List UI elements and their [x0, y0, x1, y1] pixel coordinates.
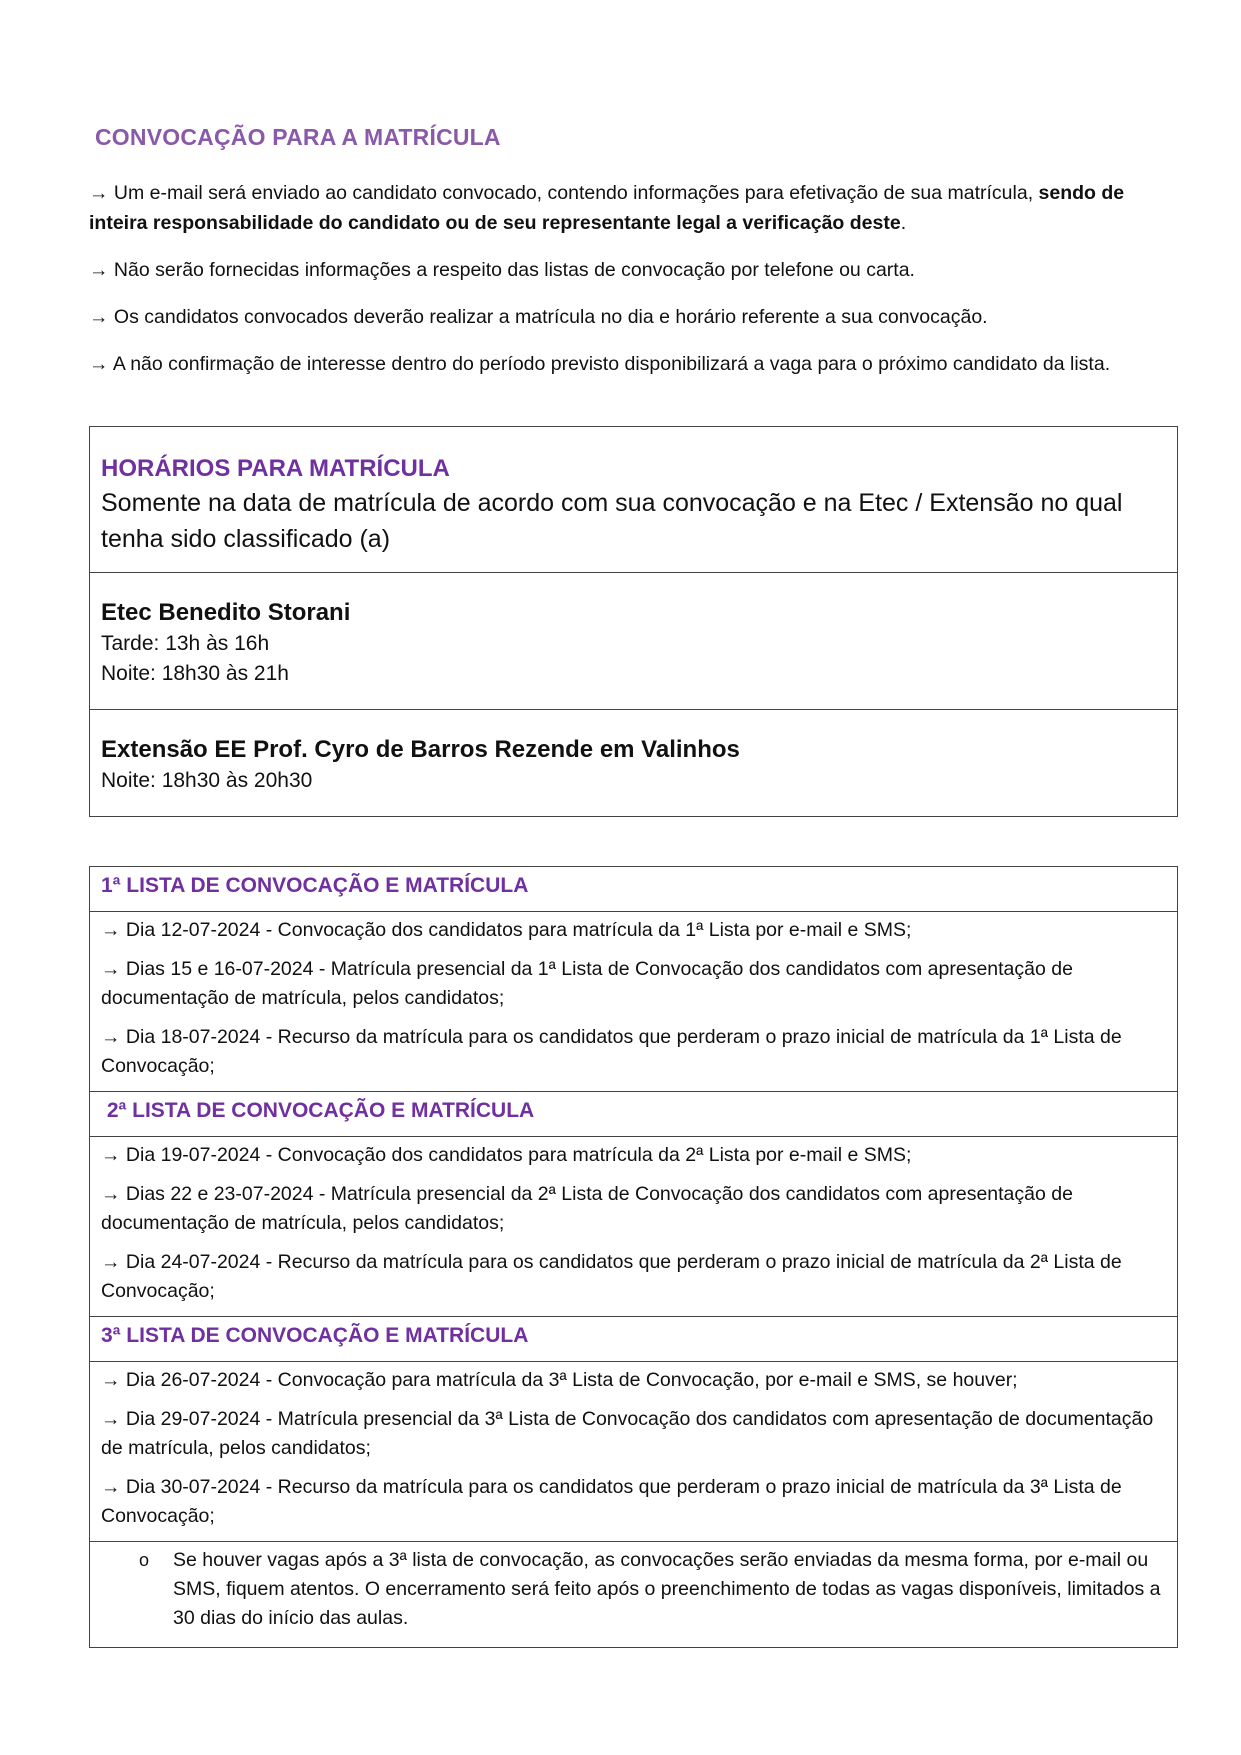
school-name-1: Etec Benedito Storani	[101, 599, 351, 626]
list-2-item-1: → Dia 19-07-2024 - Convocação dos candidatos para matrícula da 2ª Lista por e-mail e SMS;	[101, 1144, 912, 1166]
hours-header-cell	[90, 427, 1178, 573]
closing-note-text: Se houver vagas após a 3ª lista de convocação, as convocações serão enviadas da mesma forma, por e-mail ou SMS, fiquem atentos. O encerramento será feito após o preenchimento de todas as vagas disponíveis, limitados a 30 dias do início das aulas.	[173, 1549, 1161, 1629]
school-1-line-2: Noite: 18h30 às 21h	[101, 662, 289, 685]
list-3-body	[90, 1362, 1178, 1542]
list-2-body	[90, 1137, 1178, 1317]
list-1-item-2: → Dias 15 e 16-07-2024 - Matrícula presencial da 1ª Lista de Convocação dos candidatos com apresentação de documentação de matrícula, pelos candidatos;	[101, 958, 1073, 1009]
list-1-item-1: → Dia 12-07-2024 - Convocação dos candidatos para matrícula da 1ª Lista por e-mail e SMS;	[101, 919, 912, 941]
hours-table	[89, 426, 1178, 817]
intro-p1-end: .	[900, 212, 907, 234]
intro-paragraph-3: → Os candidatos convocados deverão realizar a matrícula no dia e horário referente a sua convocação.	[89, 306, 988, 328]
school-cell-1	[90, 573, 1178, 710]
list-3-item-2: → Dia 29-07-2024 - Matrícula presencial da 3ª Lista de Convocação dos candidatos com apresentação de documentação de matrícula, pelos candidatos;	[101, 1408, 1154, 1459]
intro-paragraph-1	[89, 178, 1179, 238]
intro-section	[89, 178, 1179, 396]
list-2-item-2: → Dias 22 e 23-07-2024 - Matrícula presencial da 2ª Lista de Convocação dos candidatos com apresentação de documentação de matrícula, pelos candidatos;	[101, 1183, 1073, 1234]
list-3-title: 3ª LISTA DE CONVOCAÇÃO E MATRÍCULA	[90, 1317, 1178, 1362]
lists-table	[89, 866, 1178, 1648]
school-cell-2	[90, 710, 1178, 817]
list-1-body	[90, 912, 1178, 1092]
intro-p1-bold: sendo de inteira responsabilidade do candidato ou de seu representante legal a verificação deste	[89, 182, 1125, 234]
intro-p1-text: → Um e-mail será enviado ao candidato convocado, contendo informações para efetivação de sua matrícula,	[89, 182, 1039, 204]
school-name-2: Extensão EE Prof. Cyro de Barros Rezende em Valinhos	[101, 736, 740, 763]
page-title: CONVOCAÇÃO PARA A MATRÍCULA	[95, 124, 501, 150]
list-1-title: 1ª LISTA DE CONVOCAÇÃO E MATRÍCULA	[90, 867, 1178, 912]
school-1-line-1: Tarde: 13h às 16h	[101, 632, 270, 655]
school-2-line-1: Noite: 18h30 às 20h30	[101, 769, 313, 792]
list-2-item-3: → Dia 24-07-2024 - Recurso da matrícula para os candidatos que perderam o prazo inicial de matrícula da 2ª Lista de Convocação;	[101, 1251, 1122, 1302]
closing-note	[101, 1546, 1166, 1633]
hours-title: HORÁRIOS PARA MATRÍCULA	[101, 455, 450, 482]
list-3-item-1: → Dia 26-07-2024 - Convocação para matrícula da 3ª Lista de Convocação, por e-mail e SMS, se houver;	[101, 1369, 1018, 1391]
list-3-item-3: → Dia 30-07-2024 - Recurso da matrícula para os candidatos que perderam o prazo inicial de matrícula da 3ª Lista de Convocação;	[101, 1476, 1122, 1527]
list-2-title: 2ª LISTA DE CONVOCAÇÃO E MATRÍCULA	[90, 1092, 1178, 1137]
hours-subtitle: Somente na data de matrícula de acordo com sua convocação e na Etec / Extensão no qual tenha sido classificado (a)	[101, 489, 1123, 553]
intro-paragraph-4: → A não confirmação de interesse dentro do período previsto disponibilizará a vaga para o próximo candidato da lista.	[89, 353, 1111, 375]
list-1-item-3: → Dia 18-07-2024 - Recurso da matrícula para os candidatos que perderam o prazo inicial de matrícula da 1ª Lista de Convocação;	[101, 1026, 1122, 1077]
intro-paragraph-2: → Não serão fornecidas informações a respeito das listas de convocação por telefone ou carta.	[89, 259, 915, 281]
circle-bullet-icon: o	[138, 1550, 149, 1570]
closing-note-cell	[90, 1542, 1178, 1648]
